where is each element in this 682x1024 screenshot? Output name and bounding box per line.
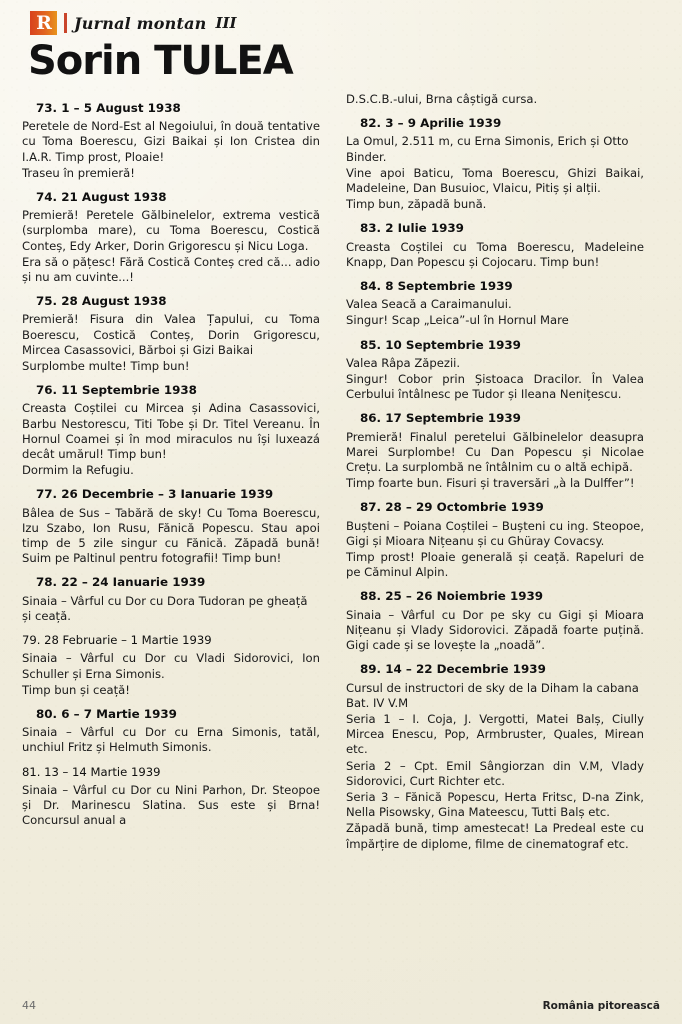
masthead-issue: III — [215, 14, 237, 32]
entry-paragraph: Cursul de instructori de sky de la Diham la cabana Bat. IV V.M — [346, 680, 639, 710]
journal-entry — [22, 294, 320, 374]
entry-paragraph: Timp foarte bun. Fisuri și traversări „à la Dulffer”! — [346, 476, 635, 491]
entry-paragraph: D.S.C.B.-ului, Brna câștigă cursa. — [346, 92, 538, 106]
column-right — [346, 92, 644, 992]
entry-paragraph: Era să o pățesc! Fără Costică Conteș cred că... adio și nu am cuvinte...! — [22, 254, 320, 285]
journal-entry — [22, 575, 320, 624]
entry-paragraph: Seria 1 – I. Coja, J. Vergotti, Matei Balș, Ciully Mircea Enescu, Pop, Armbruster, Quales, Mirean etc. — [346, 711, 644, 757]
entry-paragraph: Premieră! Fisura din Valea Țapului, cu Toma Boerescu, Costică Conteș, Dorin Grigorescu, Mircea Casassovici, Bărboi și Gizi Baikai — [22, 312, 320, 357]
journal-entry — [22, 765, 320, 829]
entry-title: 73. 1 – 5 August 1938 — [36, 101, 181, 115]
publication-name: România pitorească — [542, 1000, 660, 1012]
journal-entry — [346, 411, 644, 491]
entry-title: 76. 11 Septembrie 1938 — [36, 383, 197, 398]
journal-entry — [346, 279, 644, 329]
entry-title: 79. 28 Februarie – 1 Martie 1939 — [22, 633, 212, 648]
entry-paragraph: Dormim la Refugiu. — [22, 463, 134, 478]
entry-paragraph: La Omul, 2.511 m, cu Erna Simonis, Erich și Otto Binder. — [346, 134, 629, 164]
entry-title: 83. 2 Iulie 1939 — [360, 221, 464, 236]
entry-title: 74. 21 August 1938 — [36, 190, 167, 205]
entry-title: 77. 26 Decembrie – 3 Ianuarie 1939 — [36, 487, 274, 502]
entry-title: 78. 22 – 24 Ianuarie 1939 — [36, 575, 206, 590]
entry-paragraph: Peretele de Nord-Est al Negoiului, în două tentative cu Toma Boerescu, Gizi Baikai și Ion Cristea din I.A.R. Timp prost, Ploaie! — [22, 119, 321, 164]
entry-paragraph: Premieră! Finalul peretelui Gălbinelelor deasupra Marei Surplombe! Cu Dan Popescu și Nicolae Crețu. La surplombă ne întâlnim cu o altă echipă. — [346, 429, 644, 475]
entry-title: 84. 8 Septembrie 1939 — [360, 279, 513, 294]
entry-title: 85. 10 Septembrie 1939 — [360, 337, 521, 352]
journal-entry — [346, 589, 644, 653]
journal-entry — [22, 190, 320, 285]
entry-paragraph: Valea Râpa Zăpezii. — [346, 355, 461, 370]
entry-title: 88. 25 – 26 Noiembrie 1939 — [360, 589, 544, 604]
journal-entry — [346, 338, 644, 403]
entry-paragraph: Seria 3 – Fănică Popescu, Herta Fritsc, D-na Zink, Nella Pisowsky, Gina Mateescu, Tutti Balș etc. — [346, 789, 644, 820]
entry-paragraph: Creasta Coștilei cu Toma Boerescu, Madeleine Knapp, Dan Popescu și Cojocaru. Timp bun! — [346, 239, 644, 269]
page-title: Sorin TULEA — [28, 38, 293, 84]
entry-paragraph: Sinaia – Vârful cu Dor cu Erna Simonis, tatăl, unchiul Fritz și Helmuth Simonis. — [22, 725, 320, 755]
entry-paragraph: Timp bun, zăpadă bună. — [346, 197, 487, 212]
journal-entry — [346, 116, 644, 212]
entry-title: 82. 3 – 9 Aprilie 1939 — [360, 116, 502, 131]
column-left — [22, 92, 320, 992]
entry-paragraph: Sinaia – Vârful cu Dor pe sky cu Gigi și Mioara Nițeanu și Vlady Sidorovici. Zăpadă foarte puțină. Gigi cade și se lovește la „noadă”. — [346, 607, 644, 653]
article-columns — [22, 92, 660, 992]
entry-paragraph: Singur! Scap „Leica”-ul în Hornul Mare — [346, 313, 569, 328]
entry-title: 81. 13 – 14 Martie 1939 — [22, 764, 161, 779]
entry-paragraph: Vine apoi Baticu, Toma Boerescu, Ghizi Baikai, Madeleine, Dan Busuioc, Vlaicu, Pitiș și alții. — [346, 165, 644, 196]
entry-paragraph: Premieră! Peretele Gălbinelelor, extrema vestică (surplomba mare), cu Toma Boerescu, Costică Conteș, Edy Arker, Dorin Grigorescu și Nicu Loga. — [22, 208, 320, 253]
entry-title: 80. 6 – 7 Martie 1939 — [36, 706, 177, 721]
page-footer — [22, 999, 660, 1012]
entry-paragraph: Timp prost! Ploaie generală și ceață. Rapeluri de pe Căminul Alpin. — [346, 550, 644, 580]
entry-title: 86. 17 Septembrie 1939 — [360, 411, 521, 426]
entry-title: 89. 14 – 22 Decembrie 1939 — [360, 662, 546, 677]
entry-paragraph: Traseu în premieră! — [22, 165, 135, 180]
entry-paragraph: Sinaia – Vârful cu Dor cu Nini Parhon, Dr. Steopoe și Dr. Marinescu Slatina. Sus este și Brna! Concursul anual a — [22, 782, 320, 828]
masthead — [30, 10, 660, 36]
entry-paragraph: Zăpadă bună, timp amestecat! La Predeal este cu împărțire de diplome, filme de cinematograf etc. — [346, 821, 644, 851]
entry-paragraph: Bușteni – Poiana Coștilei – Bușteni cu ing. Steopoe, Gigi și Mioara Nițeanu și cu Ghüray Covacsy. — [346, 518, 644, 548]
masthead-title: Jurnal montan — [74, 13, 207, 33]
journal-entry — [22, 707, 320, 756]
journal-entry — [346, 662, 644, 851]
entry-paragraph: Valea Seacă a Caraimanului. — [346, 297, 512, 312]
journal-entry — [22, 487, 320, 566]
page-number: 44 — [22, 999, 36, 1012]
entry-title: 75. 28 August 1938 — [36, 294, 167, 309]
entry-paragraph: Surplombe multe! Timp bun! — [22, 359, 190, 374]
entry-paragraph: Timp bun și ceață! — [22, 682, 130, 697]
entry-title: 87. 28 – 29 Octombrie 1939 — [360, 500, 544, 515]
entry-paragraph: Sinaia – Vârful cu Dor cu Dora Tudoran pe gheață și ceață. — [22, 593, 308, 623]
journal-entry — [22, 633, 320, 698]
magazine-logo: R — [30, 11, 57, 35]
journal-entry — [22, 101, 320, 181]
entry-paragraph: Bâlea de Sus – Tabără de sky! Cu Toma Boerescu, Izu Szabo, Ion Rusu, Fănică Popescu. Stau apoi timp de 5 zile singur cu Fănică. Zăpadă bună! Suim pe Paltinul pentru fotografii! Timp bun! — [22, 505, 320, 566]
entry-paragraph: Sinaia – Vârful cu Dor cu Vladi Sidorovici, Ion Schuller și Erna Simonis. — [22, 651, 320, 681]
entry-paragraph: Creasta Coștilei cu Mircea și Adina Casassovici, Barbu Nestorescu, Titi Tobe și Dr. Titel Vereanu. În Hornul Coamei și în mod miraculos nu își luxeazá decât umărul! Timp bun! — [22, 401, 320, 462]
journal-entry — [346, 500, 644, 580]
journal-entry — [346, 221, 644, 270]
journal-entry-continuation — [346, 92, 644, 107]
entry-paragraph: Seria 2 – Cpt. Emil Sângiorzan din V.M, Vlady Sidorovici, Curt Richter etc. — [346, 758, 644, 788]
entry-paragraph: Singur! Cobor prin Șistoaca Dracilor. În Valea Cerbului întâlnesc pe Tudor și Ileana Nenițescu. — [346, 372, 644, 402]
masthead-divider — [64, 13, 67, 33]
journal-entry — [22, 383, 320, 478]
